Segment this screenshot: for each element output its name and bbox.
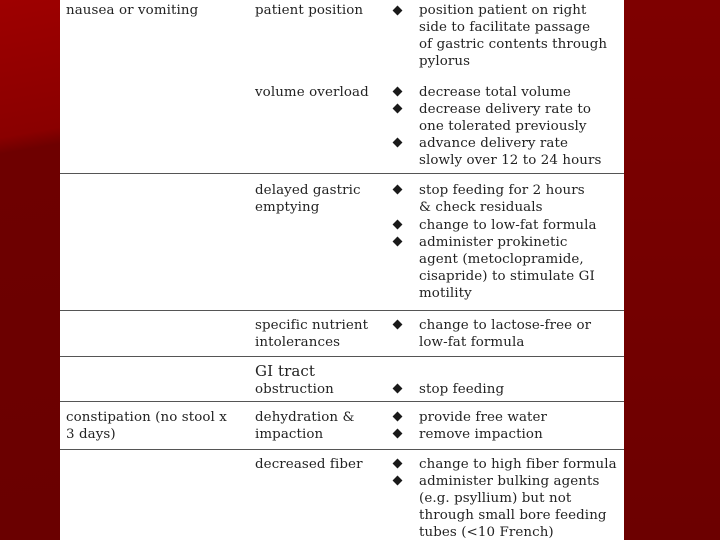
diamond-bullet-icon	[393, 412, 403, 422]
action-text: decrease total volume	[419, 85, 571, 100]
action-text: position patient on right	[419, 3, 587, 18]
row-divider	[60, 449, 624, 450]
slide-background-right	[624, 0, 720, 540]
action-text: of gastric contents through	[419, 37, 608, 52]
diamond-bullet-icon	[393, 476, 403, 486]
row-divider	[60, 310, 624, 311]
diamond-bullet-icon	[393, 220, 403, 230]
action-text: administer bulking agents	[419, 474, 600, 489]
condition-label: 3 days)	[66, 427, 116, 442]
action-text: administer prokinetic	[419, 235, 568, 250]
action-text: provide free water	[419, 410, 548, 425]
action-text: remove impaction	[419, 427, 543, 442]
action-text: stop feeding for 2 hours	[419, 183, 585, 198]
action-text: (e.g. psyllium) but not	[419, 491, 572, 506]
action-text: change to high fiber formula	[419, 457, 617, 472]
row-divider	[60, 356, 624, 357]
action-text: agent (metoclopramide,	[419, 252, 584, 267]
condition-label: nausea or vomiting	[66, 3, 199, 18]
scanned-table-page	[60, 0, 624, 540]
cause-label: decreased fiber	[255, 457, 363, 472]
action-text: pylorus	[419, 54, 471, 69]
row-divider	[60, 401, 624, 402]
cause-label: dehydration &	[255, 410, 355, 425]
diamond-bullet-icon	[393, 384, 403, 394]
action-text: one tolerated previously	[419, 119, 587, 134]
diamond-bullet-icon	[393, 6, 403, 16]
action-text: cisapride) to stimulate GI	[419, 269, 595, 284]
slide-background-left	[0, 0, 60, 540]
action-text: tubes (<10 French)	[419, 525, 554, 540]
action-text: decrease delivery rate to	[419, 102, 592, 117]
cause-label: patient position	[255, 3, 364, 18]
cause-label: intolerances	[255, 335, 341, 350]
action-text: advance delivery rate	[419, 136, 568, 151]
diamond-bullet-icon	[393, 185, 403, 195]
cause-label: GI tract	[255, 362, 316, 380]
action-text: side to facilitate passage	[419, 20, 591, 35]
condition-label: constipation (no stool x	[66, 410, 227, 425]
diamond-bullet-icon	[393, 237, 403, 247]
action-text: low-fat formula	[419, 335, 525, 350]
cause-label: obstruction	[255, 382, 334, 397]
diamond-bullet-icon	[393, 138, 403, 148]
action-text: stop feeding	[419, 382, 505, 397]
cause-label: emptying	[255, 200, 320, 215]
diamond-bullet-icon	[393, 429, 403, 439]
diamond-bullet-icon	[393, 87, 403, 97]
diamond-bullet-icon	[393, 320, 403, 330]
diamond-bullet-icon	[393, 104, 403, 114]
action-text: change to low-fat formula	[419, 218, 597, 233]
cause-label: specific nutrient	[255, 318, 369, 333]
action-text: & check residuals	[419, 200, 543, 215]
cause-label: impaction	[255, 427, 324, 442]
action-text: motility	[419, 286, 472, 301]
cause-label: volume overload	[255, 85, 369, 100]
action-text: slowly over 12 to 24 hours	[419, 153, 602, 168]
action-text: change to lactose-free or	[419, 318, 592, 333]
diamond-bullet-icon	[393, 459, 403, 469]
cause-label: delayed gastric	[255, 183, 361, 198]
row-divider	[60, 173, 624, 174]
action-text: through small bore feeding	[419, 508, 607, 523]
